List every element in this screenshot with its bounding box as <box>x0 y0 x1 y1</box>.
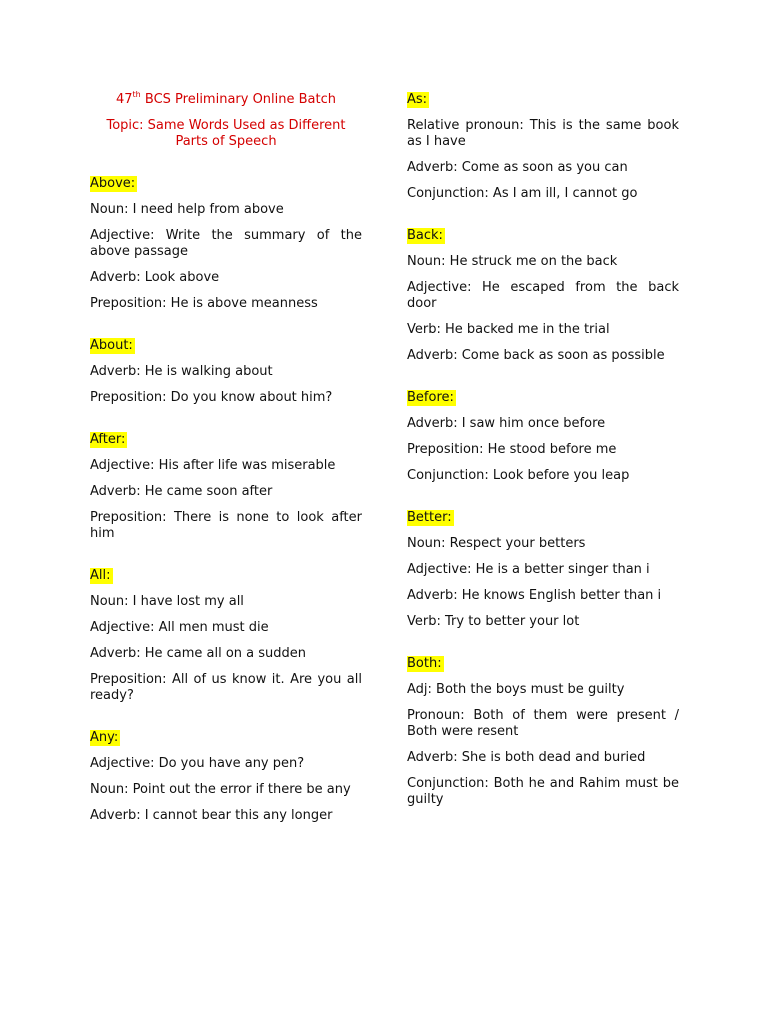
section-heading-wrap <box>90 338 362 354</box>
usage-example: Verb: Try to better your lot <box>407 614 580 629</box>
usage-example: Adverb: He knows English better than i <box>407 588 662 603</box>
usage-example: Preposition: There is none to look after him <box>90 510 362 541</box>
document-title <box>90 89 362 108</box>
usage-example: Adverb: He came soon after <box>90 484 273 499</box>
section-heading: Both: <box>407 656 442 671</box>
section-after <box>90 432 362 542</box>
right-sections <box>407 92 679 808</box>
section-heading: Above: <box>90 176 136 191</box>
usage-example: Noun: Respect your betters <box>407 536 586 551</box>
section-heading: After: <box>90 432 126 447</box>
section-heading-wrap <box>90 176 362 192</box>
usage-example: Adjective: Write the summary of the above passage <box>90 228 362 259</box>
usage-example: Conjunction: Look before you leap <box>407 468 630 483</box>
left-sections <box>90 176 362 824</box>
section-as <box>407 92 679 202</box>
usage-example: Adverb: Come back as soon as possible <box>407 348 665 363</box>
section-heading: All: <box>90 568 111 583</box>
usage-example: Conjunction: Both he and Rahim must be guilty <box>407 776 679 807</box>
usage-example: Pronoun: Both of them were present / Both were resent <box>407 708 679 739</box>
section-heading-wrap <box>407 390 679 406</box>
usage-example: Adjective: He escaped from the back door <box>407 280 679 311</box>
section-better <box>407 510 679 630</box>
usage-example: Noun: I need help from above <box>90 202 284 217</box>
title-text: BCS Preliminary Online Batch <box>140 92 337 107</box>
usage-example: Conjunction: As I am ill, I cannot go <box>407 186 638 201</box>
usage-example: Preposition: He stood before me <box>407 442 617 457</box>
section-heading-wrap <box>90 730 362 746</box>
title-number: 47 <box>115 92 133 107</box>
usage-example: Adjective: Do you have any pen? <box>90 756 305 771</box>
section-about <box>90 338 362 406</box>
section-both <box>407 656 679 808</box>
section-back <box>407 228 679 364</box>
usage-example: Noun: Point out the error if there be any <box>90 782 351 797</box>
usage-example: Adjective: All men must die <box>90 620 269 635</box>
usage-example: Adverb: Look above <box>90 270 220 285</box>
usage-example: Adverb: I saw him once before <box>407 416 606 431</box>
section-heading: Any: <box>90 730 119 745</box>
usage-example: Adverb: Come as soon as you can <box>407 160 628 175</box>
usage-example: Noun: I have lost my all <box>90 594 244 609</box>
section-heading-wrap <box>407 656 679 672</box>
usage-example: Noun: He struck me on the back <box>407 254 618 269</box>
usage-example: Adverb: He is walking about <box>90 364 273 379</box>
section-heading-wrap <box>90 432 362 448</box>
right-column <box>407 92 679 808</box>
section-heading-wrap <box>90 568 362 584</box>
section-heading-wrap <box>407 228 679 244</box>
usage-example: Adverb: She is both dead and buried <box>407 750 646 765</box>
section-before <box>407 390 679 484</box>
usage-example: Adjective: His after life was miserable <box>90 458 336 473</box>
section-heading-wrap <box>407 92 679 108</box>
usage-example: Verb: He backed me in the trial <box>407 322 610 337</box>
section-heading: Before: <box>407 390 454 405</box>
section-heading: About: <box>90 338 133 353</box>
section-above <box>90 176 362 312</box>
usage-example: Adj: Both the boys must be guilty <box>407 682 625 697</box>
usage-example: Adjective: He is a better singer than i <box>407 562 650 577</box>
left-column <box>90 89 362 824</box>
section-heading: Back: <box>407 228 443 243</box>
usage-example: Preposition: He is above meanness <box>90 296 318 311</box>
usage-example: Relative pronoun: This is the same book as I have <box>407 118 679 149</box>
document-topic: Topic: Same Words Used as Different Parts of Speech <box>106 118 346 149</box>
section-heading-wrap <box>407 510 679 526</box>
section-any <box>90 730 362 824</box>
section-heading: Better: <box>407 510 452 525</box>
usage-example: Preposition: Do you know about him? <box>90 390 333 405</box>
title-superscript: th <box>132 89 141 99</box>
usage-example: Adverb: I cannot bear this any longer <box>90 808 333 823</box>
usage-example: Adverb: He came all on a sudden <box>90 646 307 661</box>
section-heading: As: <box>407 92 428 107</box>
section-all <box>90 568 362 704</box>
usage-example: Preposition: All of us know it. Are you all ready? <box>90 672 362 703</box>
